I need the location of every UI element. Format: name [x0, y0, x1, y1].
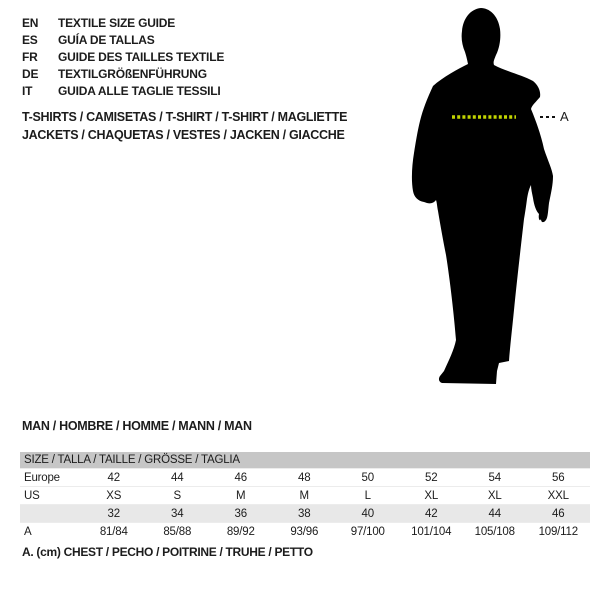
language-list: [22, 15, 224, 100]
table-row-europe: [20, 469, 590, 487]
lang-row-en: [22, 15, 224, 32]
table-cell: L: [336, 487, 400, 505]
row-label: Europe: [20, 469, 82, 487]
table-cell: 44: [146, 469, 210, 487]
lang-code: IT: [22, 84, 33, 98]
table-cell: 32: [82, 505, 146, 523]
table-cell: 54: [463, 469, 527, 487]
table-cell: M: [209, 487, 273, 505]
lang-code: EN: [22, 16, 39, 30]
table-cell: 46: [527, 505, 591, 523]
lang-title: GUÍA DE TALLAS: [58, 33, 155, 47]
table-cell: M: [273, 487, 337, 505]
table-cell: 81/84: [82, 523, 146, 541]
table-row-numeric: [20, 505, 590, 523]
row-label: US: [20, 487, 82, 505]
lang-title: GUIDE DES TAILLES TEXTILE: [58, 50, 225, 64]
table-header-label: SIZE / TALLA / TAILLE / GRÖSSE / TAGLIA: [20, 452, 590, 469]
size-table: [20, 452, 590, 540]
lang-code: DE: [22, 67, 39, 81]
section-title-man: MAN / HOMBRE / HOMME / MANN / MAN: [22, 419, 252, 433]
man-silhouette: [410, 5, 560, 390]
table-cell: 52: [400, 469, 464, 487]
table-cell: 85/88: [146, 523, 210, 541]
lang-code: ES: [22, 33, 38, 47]
chest-marker-label: A: [560, 109, 569, 124]
table-cell: 89/92: [209, 523, 273, 541]
table-cell: XL: [463, 487, 527, 505]
table-cell: 34: [146, 505, 210, 523]
footnote-chest-legend: A. (cm) CHEST / PECHO / POITRINE / TRUHE / PETTO: [22, 545, 313, 559]
category-line-tshirts: T-SHIRTS / CAMISETAS / T-SHIRT / T-SHIRT / MAGLIETTE: [22, 110, 348, 124]
table-cell: 56: [527, 469, 591, 487]
table-cell: 44: [463, 505, 527, 523]
table-cell: XXL: [527, 487, 591, 505]
lang-title: TEXTILGRÖßENFÜHRUNG: [58, 67, 207, 81]
row-label: [20, 505, 82, 523]
table-cell: 109/112: [527, 523, 591, 541]
lang-row-de: [22, 66, 224, 83]
man-silhouette-shape: [412, 8, 553, 384]
lang-row-it: [22, 83, 224, 100]
table-cell: 40: [336, 505, 400, 523]
table-cell: 38: [273, 505, 337, 523]
table-row-us: [20, 487, 590, 505]
table-cell: 42: [400, 505, 464, 523]
row-label: A: [20, 523, 82, 541]
lang-row-es: [22, 32, 224, 49]
table-header-row: [20, 452, 590, 469]
category-line-jackets: JACKETS / CHAQUETAS / VESTES / JACKEN / GIACCHE: [22, 128, 345, 142]
table-cell: 101/104: [400, 523, 464, 541]
table-cell: 105/108: [463, 523, 527, 541]
lang-title: GUIDA ALLE TAGLIE TESSILI: [58, 84, 221, 98]
table-cell: 93/96: [273, 523, 337, 541]
table-cell: 42: [82, 469, 146, 487]
table-row-chest-a: [20, 523, 590, 541]
table-cell: S: [146, 487, 210, 505]
table-cell: XL: [400, 487, 464, 505]
table-cell: 48: [273, 469, 337, 487]
category-lines: [22, 108, 347, 144]
lang-title: TEXTILE SIZE GUIDE: [58, 16, 176, 30]
lang-row-fr: [22, 49, 224, 66]
table-cell: 46: [209, 469, 273, 487]
lang-code: FR: [22, 50, 38, 64]
table-cell: 97/100: [336, 523, 400, 541]
table-cell: 50: [336, 469, 400, 487]
table-cell: XS: [82, 487, 146, 505]
table-cell: 36: [209, 505, 273, 523]
